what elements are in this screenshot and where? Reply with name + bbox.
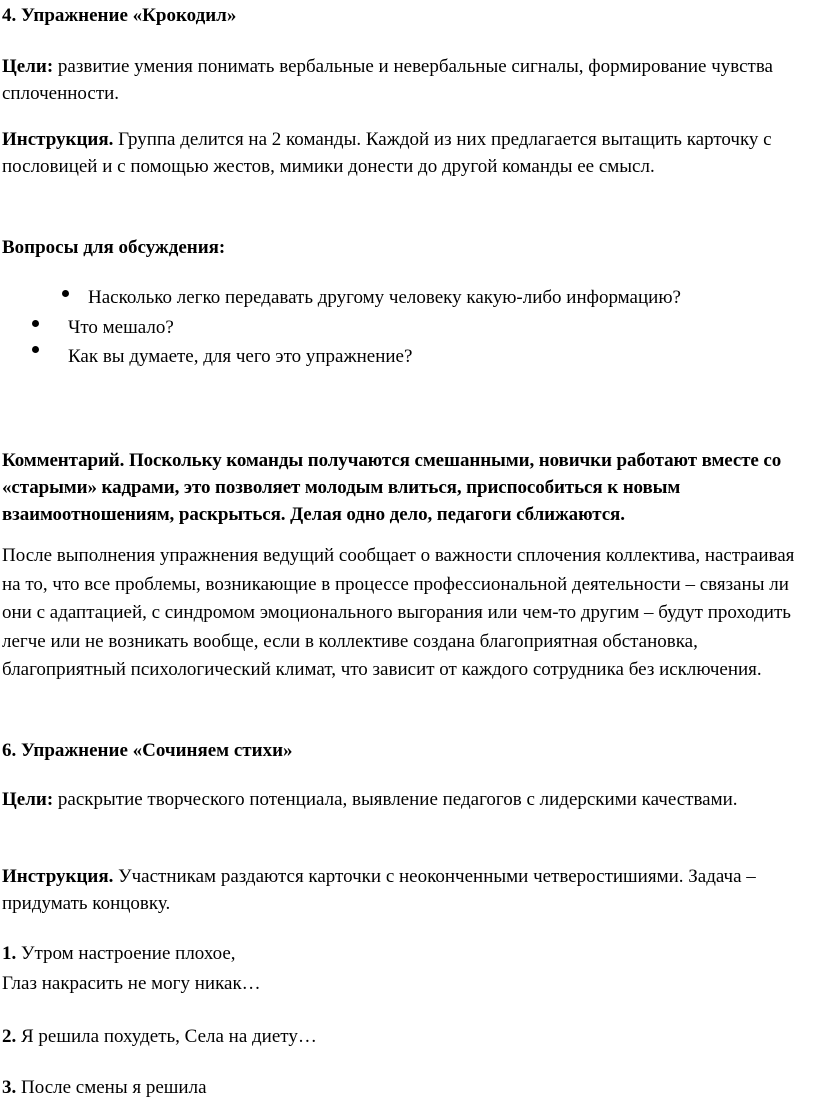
- comment-paragraph: Комментарий. Поскольку команды получаются смешанными, новички работают вместе со «старыми» кадрами, это позволяет молодым влиться, приспособиться к новым взаимоотношениям, раскрыться. Делая одно дело, педагоги сближаются.: [2, 450, 782, 525]
- after-paragraph: После выполнения упражнения ведущий сообщает о важности сплочения коллектива, настраивая на то, что все проблемы, возникающие в процессе профессиональной деятельности – связаны ли они с адаптацией, с синдромом эмоционального выгорания или чем-то другим – будут проходить легче или не возникать вообще, если в коллективе создана благоприятная обстановка, благоприятный психологический климат, что зависит от каждого сотрудника без исключения.: [2, 545, 795, 680]
- section-4-goals: [2, 53, 802, 107]
- goals-text: раскрытие творческого потенциала, выявление педагогов с лидерскими качествами.: [53, 789, 738, 810]
- instruction-text: Участникам раздаются карточки с неоконченными четверостишиями. Задача – придумать концовку.: [2, 866, 756, 914]
- questions-title: Вопросы для обсуждения:: [2, 237, 226, 258]
- poem-line: После смены я решила: [16, 1077, 207, 1098]
- poem-1-line-2: Глаз накрасить не могу никак…: [2, 973, 261, 994]
- instruction-label: Инструкция.: [2, 866, 114, 887]
- bullet-icon: [32, 346, 39, 353]
- bullet-icon: [32, 320, 39, 327]
- poem-1: [2, 940, 816, 967]
- bullet-icon: [62, 290, 69, 297]
- poem-number: 1.: [2, 943, 17, 964]
- section-6-title: 6. Упражнение «Сочиняем стихи»: [2, 740, 293, 761]
- poem-line: Я решила похудеть, Села на диету…: [16, 1026, 317, 1047]
- poem-number: 3.: [2, 1077, 17, 1098]
- question-item: Как вы думаете, для чего это упражнение?: [68, 346, 413, 367]
- question-item: Насколько легко передавать другому человеку какую-либо информацию?: [88, 287, 681, 308]
- instruction-text: Группа делится на 2 команды. Каждой из них предлагается вытащить карточку с пословицей и с помощью жестов, мимики донести до другой команды ее смысл.: [2, 129, 772, 177]
- question-item: Что мешало?: [68, 317, 174, 338]
- section-6-goals: [2, 786, 762, 813]
- poem-3: [2, 1074, 816, 1101]
- goals-text: развитие умения понимать вербальные и невербальные сигналы, формирование чувства сплоченности.: [2, 56, 773, 104]
- goals-label: Цели:: [2, 56, 54, 77]
- section-4-title: 4. Упражнение «Крокодил»: [2, 5, 237, 26]
- instruction-label: Инструкция.: [2, 129, 114, 150]
- section-6-instruction: [2, 863, 802, 917]
- poem-number: 2.: [2, 1026, 17, 1047]
- goals-label: Цели:: [2, 789, 54, 810]
- poem-2: [2, 1023, 816, 1050]
- poem-line: Утром настроение плохое,: [16, 943, 236, 964]
- section-4-instruction: [2, 126, 792, 180]
